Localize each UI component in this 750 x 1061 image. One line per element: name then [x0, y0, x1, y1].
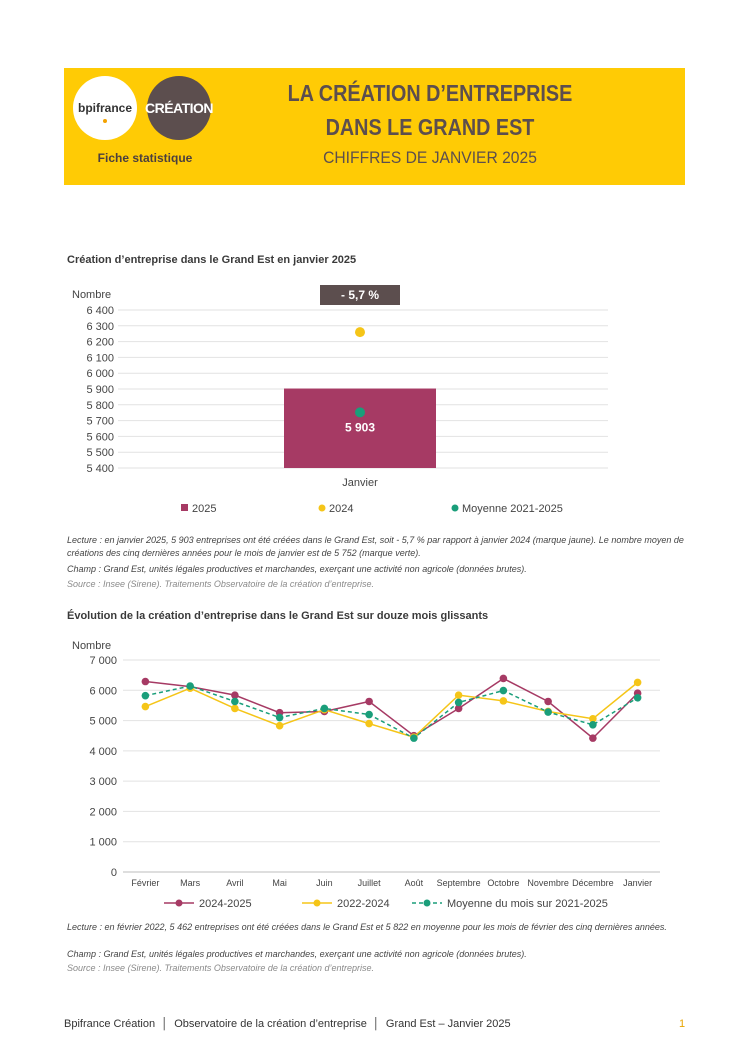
chart2-x-tick-label: Mai [272, 878, 287, 888]
chart2-point-2024-2025 [544, 698, 552, 706]
chart2-svg [60, 636, 680, 916]
chart1-y-tick-label: 6 300 [86, 320, 114, 333]
chart2-point-moyenne-du-mois-sur-2021-2025 [500, 687, 508, 695]
bpifrance-logo [73, 76, 137, 140]
chart1-source: Source : Insee (Sirene). Traitements Observatoire de la création d’entreprise. [67, 579, 374, 589]
chart2-source: Source : Insee (Sirene). Traitements Observatoire de la création d’entreprise. [67, 963, 374, 973]
chart1-lecture: Lecture : en janvier 2025, 5 903 entreprises ont été créées dans le Grand Est, soit - 5,7 % par rapport à janvier 2024 (marque jaune). Le nombre moyen de créations des cinq dernières années pour le mois de janvier est de 5 752 (marque verte). [67, 535, 684, 558]
chart1-legend-swatch [181, 504, 188, 511]
chart2-point-2024-2025 [365, 698, 373, 706]
page-number: 1 [679, 1018, 686, 1030]
chart2-point-2022-2024 [231, 705, 239, 713]
chart2-x-tick-label: Mars [180, 878, 201, 888]
chart1-x-tick-label: Janvier [342, 477, 378, 489]
chart1-svg [60, 282, 620, 522]
chart2-champ: Champ : Grand Est, unités légales productives et marchandes, exerçant une activité non agricole (données brutes). [67, 949, 527, 959]
chart2-y-tick-label: 0 [110, 867, 117, 879]
chart2-legend-marker [424, 900, 431, 907]
chart2-point-2022-2024 [634, 679, 642, 687]
chart1-y-tick-label: 6 200 [86, 336, 114, 349]
logo-dot [103, 119, 107, 123]
chart2-legend-label: Moyenne du mois sur 2021-2025 [447, 898, 608, 910]
chart2-point-moyenne-du-mois-sur-2021-2025 [589, 721, 597, 729]
chart1-change-badge-label: - 5,7 % [340, 288, 380, 302]
page-subtitle: CHIFFRES DE JANVIER 2025 [323, 148, 537, 167]
chart1-y-tick-label: 5 800 [86, 399, 114, 412]
chart2-y-tick-label: 4 000 [89, 745, 117, 758]
chart1-champ: Champ : Grand Est, unités légales productives et marchandes, exerçant une activité non agricole (données brutes). [67, 564, 527, 574]
chart1-legend-swatch [452, 505, 459, 512]
chart1-legend-swatch [319, 505, 326, 512]
chart2-legend-marker [176, 900, 183, 907]
chart1-y-tick-label: 5 900 [86, 384, 114, 396]
chart2-point-moyenne-du-mois-sur-2021-2025 [321, 705, 329, 713]
chart1-marker-moyenne-2021-2025 [355, 407, 365, 417]
chart2-heading: Évolution de la création d’entreprise dans le Grand Est sur douze mois glissants [67, 610, 489, 622]
chart2-y-tick-label: 3 000 [89, 776, 117, 789]
chart2-y-tick-label: 1 000 [89, 836, 117, 849]
chart2-point-2022-2024 [365, 720, 373, 728]
chart2-point-moyenne-du-mois-sur-2021-2025 [142, 692, 150, 700]
chart2-x-tick-label: Janvier [623, 878, 653, 888]
chart2-lecture: Lecture : en février 2022, 5 462 entreprises ont été créées dans le Grand Est et 5 822 en moyenne pour les mois de février des cinq dernières années. [67, 922, 667, 932]
chart2-point-moyenne-du-mois-sur-2021-2025 [231, 698, 239, 706]
chart2-x-tick-label: Juin [316, 878, 333, 888]
chart2-y-tick-label: 5 000 [89, 715, 117, 728]
chart2-line-2024-2025 [145, 678, 637, 738]
chart1-y-tick-label: 6 100 [86, 352, 114, 365]
chart2-point-2024-2025 [500, 675, 508, 683]
chart1-y-tick-label: 6 400 [86, 305, 114, 317]
chart2-x-tick-label: Septembre [436, 878, 481, 888]
chart2-point-2022-2024 [500, 697, 508, 705]
chart2-point-moyenne-du-mois-sur-2021-2025 [455, 699, 463, 707]
chart2-point-2022-2024 [276, 722, 284, 730]
chart1-y-axis-title: Nombre [72, 289, 112, 301]
chart1-legend-label: Moyenne 2021-2025 [462, 503, 563, 515]
chart1-y-tick-label: 5 700 [86, 415, 114, 428]
chart1-y-tick-label: 5 400 [86, 463, 114, 475]
chart1-legend-label: 2025 [192, 503, 217, 515]
chart2-y-tick-label: 2 000 [89, 806, 117, 819]
page-footer: Bpifrance Création │ Observatoire de la création d’entreprise │ Grand Est – Janvier 2025 [64, 1018, 511, 1030]
chart2-x-tick-label: Février [131, 878, 160, 888]
chart2-x-tick-label: Décembre [572, 878, 614, 888]
chart2-point-moyenne-du-mois-sur-2021-2025 [186, 682, 194, 690]
chart1-y-tick-label: 5 600 [86, 431, 114, 444]
page-title-line1: LA CRÉATION D’ENTREPRISE [287, 80, 573, 106]
chart1-legend-label: 2024 [329, 503, 354, 515]
chart2-legend-label: 2022-2024 [337, 898, 390, 910]
chart2-x-tick-label: Août [404, 878, 424, 888]
chart1-bar-data-label: 5 903 [344, 420, 376, 435]
chart1-marker-2024 [355, 327, 365, 337]
chart2-point-2022-2024 [142, 703, 150, 711]
chart1-y-tick-label: 6 000 [86, 368, 114, 381]
chart2-point-2024-2025 [589, 734, 597, 742]
chart2-y-tick-label: 6 000 [89, 685, 117, 698]
creation-logo-text: CRÉATION [144, 100, 214, 116]
chart2-point-moyenne-du-mois-sur-2021-2025 [634, 694, 642, 702]
chart1-heading: Création d’entreprise dans le Grand Est en janvier 2025 [67, 254, 357, 266]
fiche-label: Fiche statistique [97, 151, 193, 165]
creation-logo [144, 76, 214, 140]
chart2-x-tick-label: Juillet [357, 878, 381, 888]
chart2-x-tick-label: Novembre [527, 878, 569, 888]
chart2-y-axis-title: Nombre [72, 640, 112, 652]
chart2-x-tick-label: Octobre [487, 878, 520, 888]
chart2-point-moyenne-du-mois-sur-2021-2025 [544, 708, 552, 716]
chart2-point-moyenne-du-mois-sur-2021-2025 [276, 714, 284, 722]
chart1-y-tick-label: 5 500 [86, 447, 114, 460]
chart2-point-2024-2025 [142, 678, 150, 686]
chart2-legend-marker [314, 900, 321, 907]
chart2-point-moyenne-du-mois-sur-2021-2025 [410, 734, 418, 742]
page-title-line2: DANS LE GRAND EST [325, 114, 535, 140]
chart2-point-2022-2024 [455, 691, 463, 699]
chart2-y-tick-label: 7 000 [89, 655, 117, 667]
chart2-legend-label: 2024-2025 [199, 898, 252, 910]
chart2-point-moyenne-du-mois-sur-2021-2025 [365, 711, 373, 719]
chart2-x-tick-label: Avril [226, 878, 244, 888]
bpifrance-logo-text: bpifrance [77, 101, 132, 115]
